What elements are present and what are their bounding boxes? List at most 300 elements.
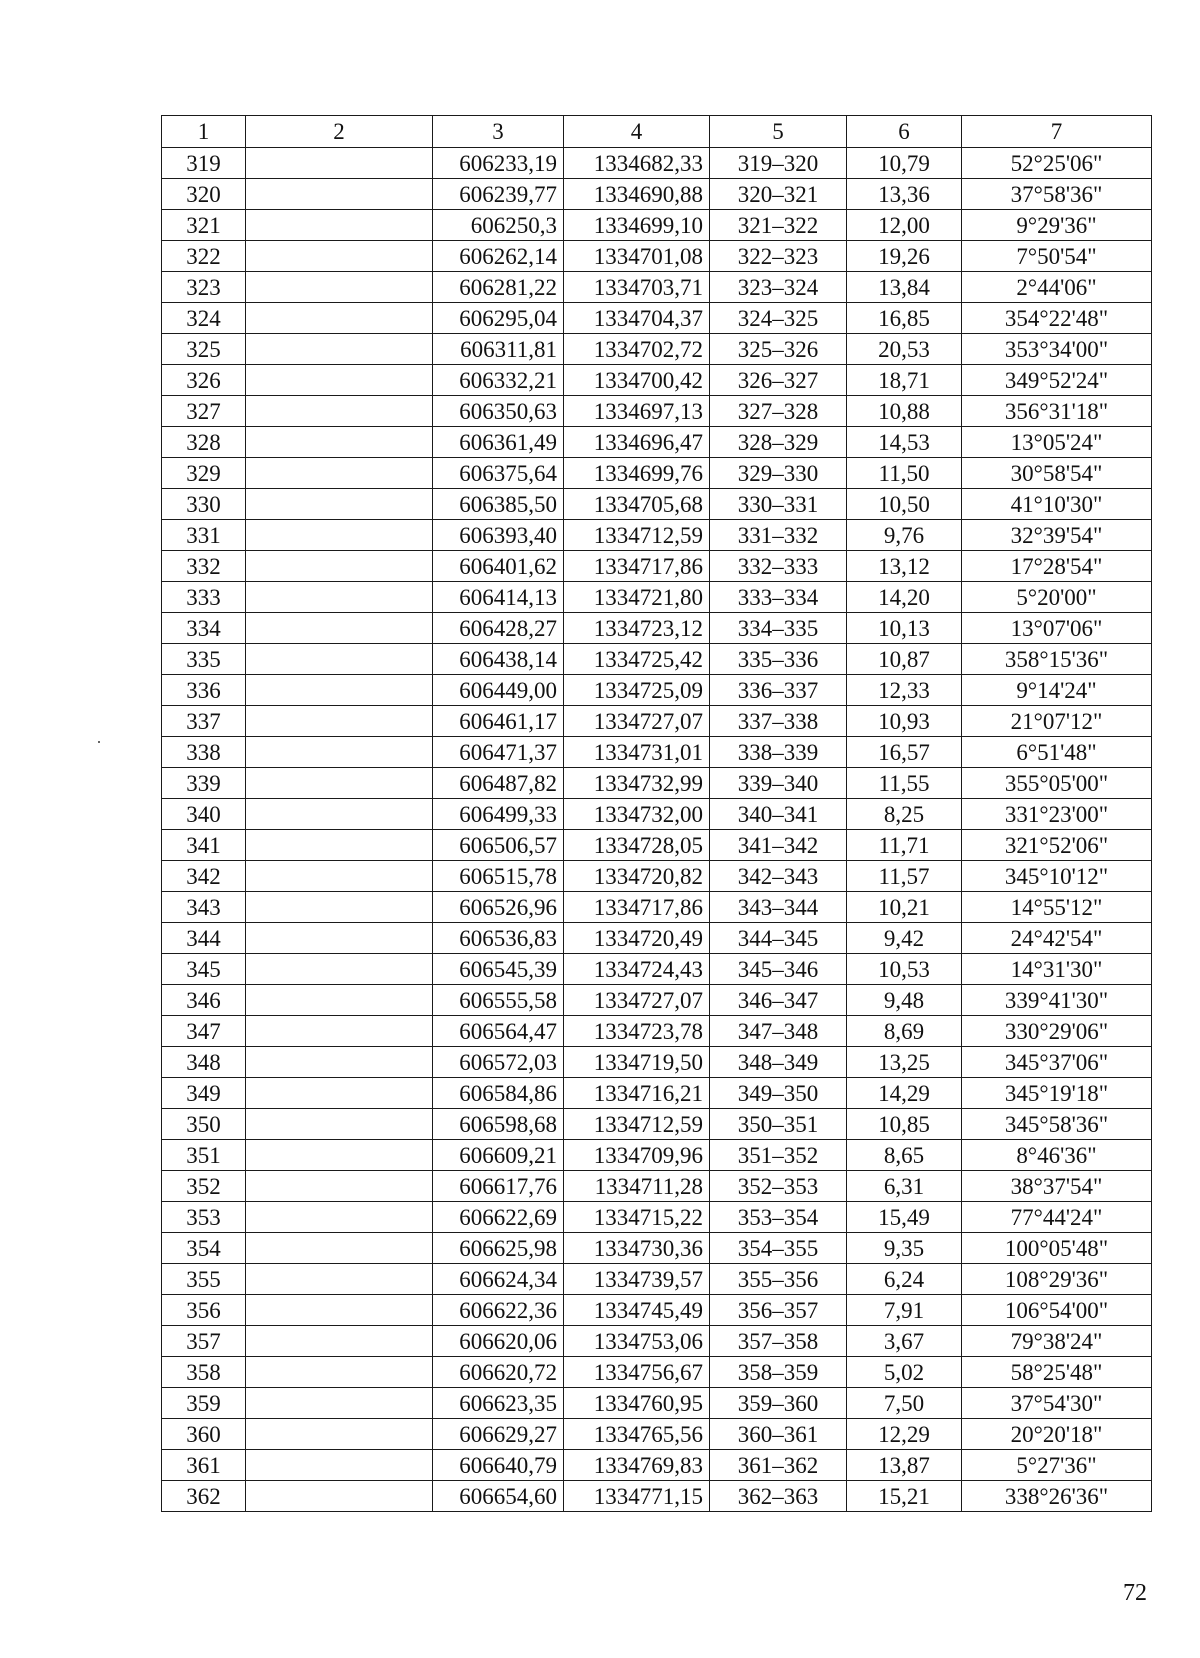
table-row bbox=[162, 706, 1152, 737]
table-row bbox=[162, 427, 1152, 458]
cell-length: 13,36 bbox=[847, 179, 962, 210]
cell-length: 10,88 bbox=[847, 396, 962, 427]
cell-segment: 336–337 bbox=[710, 675, 847, 706]
cell-coord-x: 606350,63 bbox=[433, 396, 564, 427]
cell-segment: 344–345 bbox=[710, 923, 847, 954]
cell-coord-x: 606233,19 bbox=[433, 148, 564, 179]
cell-segment: 351–352 bbox=[710, 1140, 847, 1171]
cell-coord-x: 606281,22 bbox=[433, 272, 564, 303]
table-row bbox=[162, 1388, 1152, 1419]
cell-segment: 357–358 bbox=[710, 1326, 847, 1357]
table-row bbox=[162, 551, 1152, 582]
cell-length: 12,29 bbox=[847, 1419, 962, 1450]
table-row bbox=[162, 334, 1152, 365]
cell-coord-x: 606401,62 bbox=[433, 551, 564, 582]
cell-bearing: 20°20'18" bbox=[962, 1419, 1152, 1450]
cell-point-number: 359 bbox=[162, 1388, 246, 1419]
cell-segment: 330–331 bbox=[710, 489, 847, 520]
cell-bearing: 345°37'06" bbox=[962, 1047, 1152, 1078]
cell-segment: 346–347 bbox=[710, 985, 847, 1016]
cell-blank-cell bbox=[246, 1016, 433, 1047]
cell-coord-y: 1334756,67 bbox=[564, 1357, 710, 1388]
cell-blank-cell bbox=[246, 520, 433, 551]
cell-coord-x: 606564,47 bbox=[433, 1016, 564, 1047]
table-row bbox=[162, 582, 1152, 613]
header-col-2: 2 bbox=[246, 116, 433, 148]
table-row bbox=[162, 985, 1152, 1016]
cell-coord-y: 1334723,78 bbox=[564, 1016, 710, 1047]
cell-point-number: 339 bbox=[162, 768, 246, 799]
header-col-4: 4 bbox=[564, 116, 710, 148]
cell-coord-y: 1334715,22 bbox=[564, 1202, 710, 1233]
table-row bbox=[162, 1264, 1152, 1295]
cell-length: 6,24 bbox=[847, 1264, 962, 1295]
cell-coord-y: 1334720,82 bbox=[564, 861, 710, 892]
cell-coord-y: 1334771,15 bbox=[564, 1481, 710, 1512]
cell-point-number: 325 bbox=[162, 334, 246, 365]
cell-point-number: 361 bbox=[162, 1450, 246, 1481]
cell-point-number: 326 bbox=[162, 365, 246, 396]
cell-length: 20,53 bbox=[847, 334, 962, 365]
table-row bbox=[162, 1047, 1152, 1078]
cell-bearing: 353°34'00" bbox=[962, 334, 1152, 365]
cell-blank-cell bbox=[246, 861, 433, 892]
cell-length: 10,50 bbox=[847, 489, 962, 520]
cell-point-number: 347 bbox=[162, 1016, 246, 1047]
cell-segment: 360–361 bbox=[710, 1419, 847, 1450]
cell-coord-x: 606620,06 bbox=[433, 1326, 564, 1357]
cell-segment: 352–353 bbox=[710, 1171, 847, 1202]
cell-blank-cell bbox=[246, 489, 433, 520]
cell-length: 11,55 bbox=[847, 768, 962, 799]
cell-length: 11,71 bbox=[847, 830, 962, 861]
cell-point-number: 338 bbox=[162, 737, 246, 768]
cell-coord-y: 1334716,21 bbox=[564, 1078, 710, 1109]
cell-coord-y: 1334732,00 bbox=[564, 799, 710, 830]
cell-bearing: 14°55'12" bbox=[962, 892, 1152, 923]
table-row bbox=[162, 1171, 1152, 1202]
cell-length: 15,49 bbox=[847, 1202, 962, 1233]
cell-blank-cell bbox=[246, 1264, 433, 1295]
cell-point-number: 351 bbox=[162, 1140, 246, 1171]
cell-point-number: 334 bbox=[162, 613, 246, 644]
cell-bearing: 6°51'48" bbox=[962, 737, 1152, 768]
table-row bbox=[162, 830, 1152, 861]
cell-blank-cell bbox=[246, 334, 433, 365]
cell-coord-x: 606414,13 bbox=[433, 582, 564, 613]
cell-coord-x: 606622,69 bbox=[433, 1202, 564, 1233]
cell-bearing: 37°58'36" bbox=[962, 179, 1152, 210]
table-row bbox=[162, 799, 1152, 830]
table-row bbox=[162, 1481, 1152, 1512]
cell-bearing: 14°31'30" bbox=[962, 954, 1152, 985]
cell-point-number: 344 bbox=[162, 923, 246, 954]
cell-bearing: 5°20'00" bbox=[962, 582, 1152, 613]
cell-blank-cell bbox=[246, 1357, 433, 1388]
cell-segment: 335–336 bbox=[710, 644, 847, 675]
cell-segment: 359–360 bbox=[710, 1388, 847, 1419]
cell-bearing: 7°50'54" bbox=[962, 241, 1152, 272]
cell-length: 13,87 bbox=[847, 1450, 962, 1481]
table-row bbox=[162, 365, 1152, 396]
table-row bbox=[162, 737, 1152, 768]
cell-segment: 325–326 bbox=[710, 334, 847, 365]
cell-blank-cell bbox=[246, 272, 433, 303]
cell-coord-y: 1334690,88 bbox=[564, 179, 710, 210]
cell-segment: 329–330 bbox=[710, 458, 847, 489]
cell-coord-x: 606609,21 bbox=[433, 1140, 564, 1171]
cell-coord-x: 606471,37 bbox=[433, 737, 564, 768]
cell-coord-y: 1334717,86 bbox=[564, 551, 710, 582]
cell-coord-y: 1334712,59 bbox=[564, 1109, 710, 1140]
cell-coord-x: 606428,27 bbox=[433, 613, 564, 644]
cell-blank-cell bbox=[246, 365, 433, 396]
cell-coord-x: 606629,27 bbox=[433, 1419, 564, 1450]
cell-coord-y: 1334711,28 bbox=[564, 1171, 710, 1202]
cell-coord-y: 1334709,96 bbox=[564, 1140, 710, 1171]
table-row bbox=[162, 1140, 1152, 1171]
cell-blank-cell bbox=[246, 1450, 433, 1481]
cell-point-number: 349 bbox=[162, 1078, 246, 1109]
cell-length: 10,93 bbox=[847, 706, 962, 737]
cell-blank-cell bbox=[246, 396, 433, 427]
header-col-6: 6 bbox=[847, 116, 962, 148]
cell-coord-y: 1334702,72 bbox=[564, 334, 710, 365]
cell-coord-x: 606449,00 bbox=[433, 675, 564, 706]
cell-point-number: 357 bbox=[162, 1326, 246, 1357]
table-row bbox=[162, 954, 1152, 985]
cell-coord-y: 1334717,86 bbox=[564, 892, 710, 923]
cell-point-number: 348 bbox=[162, 1047, 246, 1078]
cell-length: 10,21 bbox=[847, 892, 962, 923]
cell-point-number: 333 bbox=[162, 582, 246, 613]
cell-point-number: 342 bbox=[162, 861, 246, 892]
cell-bearing: 358°15'36" bbox=[962, 644, 1152, 675]
cell-blank-cell bbox=[246, 458, 433, 489]
cell-point-number: 355 bbox=[162, 1264, 246, 1295]
cell-coord-y: 1334701,08 bbox=[564, 241, 710, 272]
cell-segment: 349–350 bbox=[710, 1078, 847, 1109]
cell-coord-y: 1334725,42 bbox=[564, 644, 710, 675]
cell-bearing: 345°19'18" bbox=[962, 1078, 1152, 1109]
table-row bbox=[162, 1295, 1152, 1326]
cell-segment: 356–357 bbox=[710, 1295, 847, 1326]
cell-blank-cell bbox=[246, 303, 433, 334]
cell-segment: 361–362 bbox=[710, 1450, 847, 1481]
cell-coord-y: 1334699,10 bbox=[564, 210, 710, 241]
table-body bbox=[162, 148, 1152, 1512]
cell-length: 13,12 bbox=[847, 551, 962, 582]
cell-coord-y: 1334705,68 bbox=[564, 489, 710, 520]
cell-blank-cell bbox=[246, 644, 433, 675]
table-row bbox=[162, 1326, 1152, 1357]
cell-length: 8,25 bbox=[847, 799, 962, 830]
table-row bbox=[162, 1016, 1152, 1047]
cell-bearing: 345°58'36" bbox=[962, 1109, 1152, 1140]
table-row bbox=[162, 458, 1152, 489]
cell-blank-cell bbox=[246, 706, 433, 737]
cell-segment: 342–343 bbox=[710, 861, 847, 892]
cell-coord-y: 1334696,47 bbox=[564, 427, 710, 458]
cell-coord-x: 606250,3 bbox=[433, 210, 564, 241]
cell-blank-cell bbox=[246, 1109, 433, 1140]
cell-bearing: 79°38'24" bbox=[962, 1326, 1152, 1357]
cell-segment: 340–341 bbox=[710, 799, 847, 830]
cell-blank-cell bbox=[246, 1078, 433, 1109]
cell-blank-cell bbox=[246, 582, 433, 613]
cell-point-number: 341 bbox=[162, 830, 246, 861]
table-row bbox=[162, 613, 1152, 644]
cell-coord-y: 1334760,95 bbox=[564, 1388, 710, 1419]
cell-segment: 319–320 bbox=[710, 148, 847, 179]
cell-coord-x: 606620,72 bbox=[433, 1357, 564, 1388]
cell-point-number: 353 bbox=[162, 1202, 246, 1233]
cell-segment: 334–335 bbox=[710, 613, 847, 644]
cell-segment: 322–323 bbox=[710, 241, 847, 272]
cell-coord-x: 606623,35 bbox=[433, 1388, 564, 1419]
cell-coord-y: 1334753,06 bbox=[564, 1326, 710, 1357]
cell-bearing: 38°37'54" bbox=[962, 1171, 1152, 1202]
cell-length: 9,42 bbox=[847, 923, 962, 954]
cell-segment: 339–340 bbox=[710, 768, 847, 799]
cell-coord-y: 1334730,36 bbox=[564, 1233, 710, 1264]
cell-coord-y: 1334721,80 bbox=[564, 582, 710, 613]
cell-coord-y: 1334699,76 bbox=[564, 458, 710, 489]
cell-point-number: 350 bbox=[162, 1109, 246, 1140]
cell-point-number: 328 bbox=[162, 427, 246, 458]
cell-blank-cell bbox=[246, 1388, 433, 1419]
cell-point-number: 327 bbox=[162, 396, 246, 427]
cell-bearing: 349°52'24" bbox=[962, 365, 1152, 396]
cell-point-number: 337 bbox=[162, 706, 246, 737]
cell-coord-x: 606438,14 bbox=[433, 644, 564, 675]
cell-blank-cell bbox=[246, 551, 433, 582]
cell-coord-x: 606526,96 bbox=[433, 892, 564, 923]
cell-length: 11,50 bbox=[847, 458, 962, 489]
cell-bearing: 37°54'30" bbox=[962, 1388, 1152, 1419]
cell-length: 7,50 bbox=[847, 1388, 962, 1419]
cell-coord-x: 606598,68 bbox=[433, 1109, 564, 1140]
cell-bearing: 2°44'06" bbox=[962, 272, 1152, 303]
cell-length: 11,57 bbox=[847, 861, 962, 892]
cell-segment: 350–351 bbox=[710, 1109, 847, 1140]
cell-bearing: 354°22'48" bbox=[962, 303, 1152, 334]
cell-length: 12,33 bbox=[847, 675, 962, 706]
table-row bbox=[162, 303, 1152, 334]
cell-coord-y: 1334719,50 bbox=[564, 1047, 710, 1078]
cell-coord-x: 606536,83 bbox=[433, 923, 564, 954]
cell-length: 7,91 bbox=[847, 1295, 962, 1326]
cell-bearing: 339°41'30" bbox=[962, 985, 1152, 1016]
cell-coord-y: 1334682,33 bbox=[564, 148, 710, 179]
table-row bbox=[162, 241, 1152, 272]
cell-coord-x: 606332,21 bbox=[433, 365, 564, 396]
header-col-5: 5 bbox=[710, 116, 847, 148]
cell-coord-y: 1334765,56 bbox=[564, 1419, 710, 1450]
cell-point-number: 356 bbox=[162, 1295, 246, 1326]
cell-point-number: 352 bbox=[162, 1171, 246, 1202]
cell-length: 6,31 bbox=[847, 1171, 962, 1202]
cell-segment: 338–339 bbox=[710, 737, 847, 768]
cell-point-number: 335 bbox=[162, 644, 246, 675]
cell-segment: 355–356 bbox=[710, 1264, 847, 1295]
cell-coord-x: 606584,86 bbox=[433, 1078, 564, 1109]
cell-segment: 323–324 bbox=[710, 272, 847, 303]
cell-point-number: 322 bbox=[162, 241, 246, 272]
cell-segment: 337–338 bbox=[710, 706, 847, 737]
table-row bbox=[162, 1450, 1152, 1481]
cell-point-number: 320 bbox=[162, 179, 246, 210]
cell-coord-y: 1334712,59 bbox=[564, 520, 710, 551]
cell-bearing: 5°27'36" bbox=[962, 1450, 1152, 1481]
header-col-3: 3 bbox=[433, 116, 564, 148]
cell-point-number: 329 bbox=[162, 458, 246, 489]
cell-length: 8,65 bbox=[847, 1140, 962, 1171]
cell-point-number: 358 bbox=[162, 1357, 246, 1388]
cell-length: 13,84 bbox=[847, 272, 962, 303]
header-col-7: 7 bbox=[962, 116, 1152, 148]
cell-blank-cell bbox=[246, 985, 433, 1016]
cell-blank-cell bbox=[246, 179, 433, 210]
cell-length: 15,21 bbox=[847, 1481, 962, 1512]
margin-dot bbox=[98, 741, 100, 743]
cell-point-number: 340 bbox=[162, 799, 246, 830]
cell-coord-x: 606499,33 bbox=[433, 799, 564, 830]
cell-coord-y: 1334703,71 bbox=[564, 272, 710, 303]
cell-bearing: 9°29'36" bbox=[962, 210, 1152, 241]
table-row bbox=[162, 1109, 1152, 1140]
cell-point-number: 354 bbox=[162, 1233, 246, 1264]
cell-blank-cell bbox=[246, 427, 433, 458]
cell-blank-cell bbox=[246, 148, 433, 179]
cell-coord-x: 606572,03 bbox=[433, 1047, 564, 1078]
cell-bearing: 32°39'54" bbox=[962, 520, 1152, 551]
table-row bbox=[162, 644, 1152, 675]
cell-point-number: 319 bbox=[162, 148, 246, 179]
cell-blank-cell bbox=[246, 923, 433, 954]
cell-point-number: 345 bbox=[162, 954, 246, 985]
cell-length: 3,67 bbox=[847, 1326, 962, 1357]
cell-coord-y: 1334731,01 bbox=[564, 737, 710, 768]
cell-point-number: 324 bbox=[162, 303, 246, 334]
cell-blank-cell bbox=[246, 737, 433, 768]
table-row bbox=[162, 179, 1152, 210]
cell-bearing: 13°07'06" bbox=[962, 613, 1152, 644]
cell-segment: 341–342 bbox=[710, 830, 847, 861]
cell-coord-x: 606385,50 bbox=[433, 489, 564, 520]
cell-segment: 332–333 bbox=[710, 551, 847, 582]
page-number: 72 bbox=[1123, 1580, 1147, 1606]
table-row bbox=[162, 210, 1152, 241]
cell-coord-y: 1334697,13 bbox=[564, 396, 710, 427]
cell-length: 14,53 bbox=[847, 427, 962, 458]
cell-length: 10,79 bbox=[847, 148, 962, 179]
cell-length: 5,02 bbox=[847, 1357, 962, 1388]
cell-coord-y: 1334725,09 bbox=[564, 675, 710, 706]
cell-coord-y: 1334732,99 bbox=[564, 768, 710, 799]
cell-segment: 326–327 bbox=[710, 365, 847, 396]
cell-bearing: 100°05'48" bbox=[962, 1233, 1152, 1264]
cell-coord-x: 606262,14 bbox=[433, 241, 564, 272]
cell-bearing: 338°26'36" bbox=[962, 1481, 1152, 1512]
cell-blank-cell bbox=[246, 954, 433, 985]
table-row bbox=[162, 675, 1152, 706]
cell-blank-cell bbox=[246, 768, 433, 799]
cell-coord-y: 1334745,49 bbox=[564, 1295, 710, 1326]
cell-coord-x: 606640,79 bbox=[433, 1450, 564, 1481]
cell-bearing: 24°42'54" bbox=[962, 923, 1152, 954]
cell-segment: 333–334 bbox=[710, 582, 847, 613]
table-row bbox=[162, 1202, 1152, 1233]
cell-blank-cell bbox=[246, 1326, 433, 1357]
cell-length: 12,00 bbox=[847, 210, 962, 241]
table-row bbox=[162, 1357, 1152, 1388]
cell-point-number: 346 bbox=[162, 985, 246, 1016]
cell-point-number: 360 bbox=[162, 1419, 246, 1450]
cell-segment: 324–325 bbox=[710, 303, 847, 334]
cell-segment: 348–349 bbox=[710, 1047, 847, 1078]
cell-blank-cell bbox=[246, 1419, 433, 1450]
cell-blank-cell bbox=[246, 675, 433, 706]
cell-bearing: 355°05'00" bbox=[962, 768, 1152, 799]
table-row bbox=[162, 396, 1152, 427]
cell-bearing: 21°07'12" bbox=[962, 706, 1152, 737]
cell-coord-y: 1334723,12 bbox=[564, 613, 710, 644]
cell-length: 10,53 bbox=[847, 954, 962, 985]
cell-point-number: 330 bbox=[162, 489, 246, 520]
cell-blank-cell bbox=[246, 241, 433, 272]
cell-point-number: 331 bbox=[162, 520, 246, 551]
cell-length: 9,35 bbox=[847, 1233, 962, 1264]
cell-coord-x: 606487,82 bbox=[433, 768, 564, 799]
cell-bearing: 17°28'54" bbox=[962, 551, 1152, 582]
cell-blank-cell bbox=[246, 1481, 433, 1512]
cell-blank-cell bbox=[246, 830, 433, 861]
cell-bearing: 30°58'54" bbox=[962, 458, 1152, 489]
cell-blank-cell bbox=[246, 1047, 433, 1078]
cell-segment: 331–332 bbox=[710, 520, 847, 551]
cell-bearing: 13°05'24" bbox=[962, 427, 1152, 458]
cell-coord-y: 1334700,42 bbox=[564, 365, 710, 396]
cell-bearing: 356°31'18" bbox=[962, 396, 1152, 427]
cell-blank-cell bbox=[246, 613, 433, 644]
cell-coord-y: 1334727,07 bbox=[564, 985, 710, 1016]
cell-length: 16,57 bbox=[847, 737, 962, 768]
cell-bearing: 9°14'24" bbox=[962, 675, 1152, 706]
cell-bearing: 106°54'00" bbox=[962, 1295, 1152, 1326]
cell-length: 10,87 bbox=[847, 644, 962, 675]
cell-segment: 354–355 bbox=[710, 1233, 847, 1264]
cell-coord-x: 606375,64 bbox=[433, 458, 564, 489]
cell-segment: 343–344 bbox=[710, 892, 847, 923]
cell-coord-x: 606239,77 bbox=[433, 179, 564, 210]
cell-point-number: 362 bbox=[162, 1481, 246, 1512]
coordinates-table bbox=[161, 115, 1152, 1512]
cell-segment: 345–346 bbox=[710, 954, 847, 985]
table-row bbox=[162, 148, 1152, 179]
cell-length: 14,29 bbox=[847, 1078, 962, 1109]
table-row bbox=[162, 861, 1152, 892]
cell-segment: 327–328 bbox=[710, 396, 847, 427]
cell-coord-x: 606555,58 bbox=[433, 985, 564, 1016]
table-row bbox=[162, 272, 1152, 303]
cell-bearing: 58°25'48" bbox=[962, 1357, 1152, 1388]
cell-length: 8,69 bbox=[847, 1016, 962, 1047]
table-row bbox=[162, 892, 1152, 923]
cell-segment: 321–322 bbox=[710, 210, 847, 241]
cell-length: 19,26 bbox=[847, 241, 962, 272]
table-row bbox=[162, 1233, 1152, 1264]
